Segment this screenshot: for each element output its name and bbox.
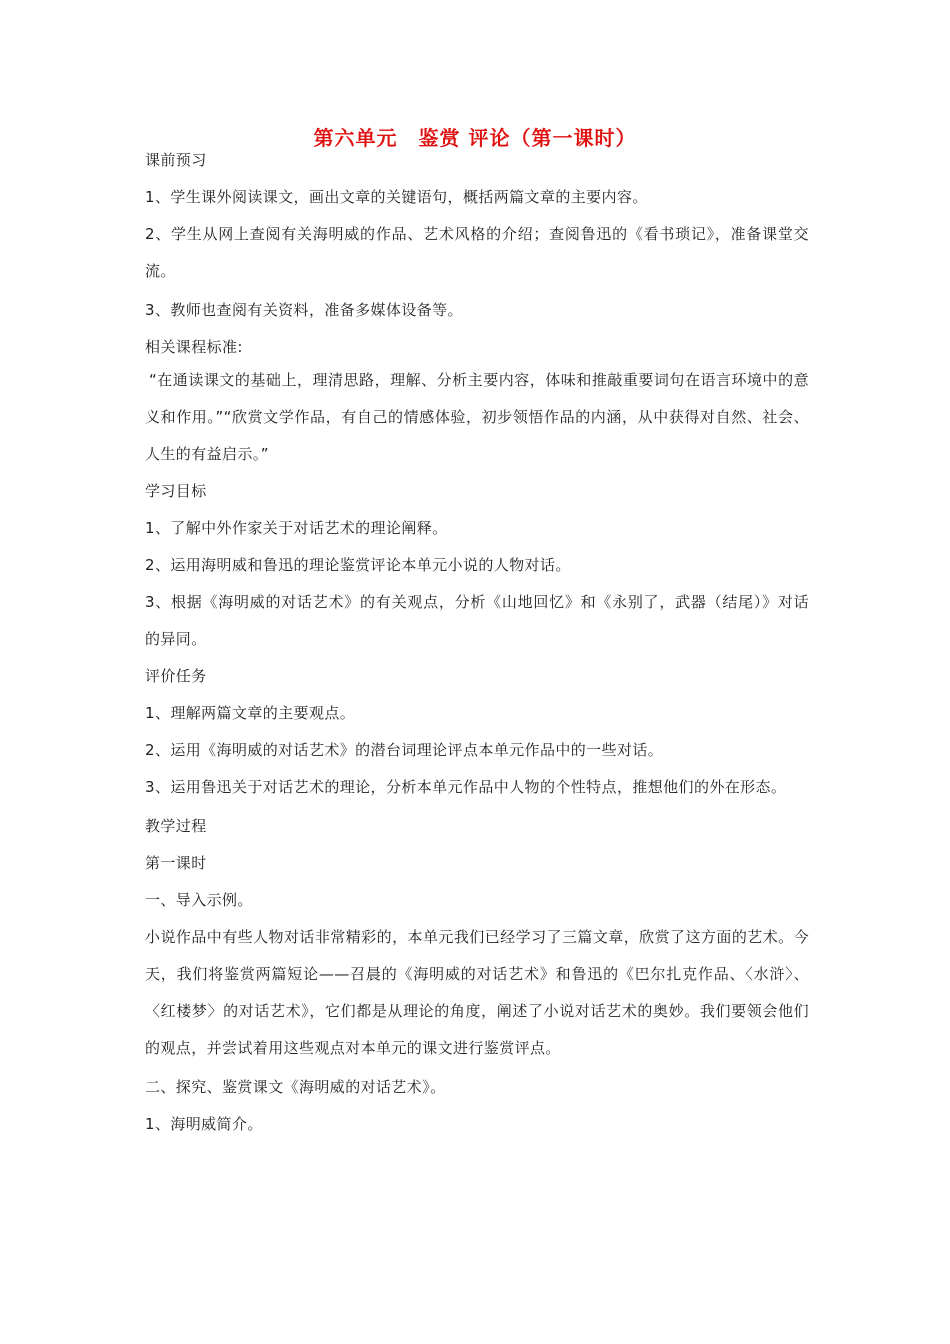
standards-heading: 相关课程标准: — [145, 338, 243, 356]
goals-heading: 学习目标 — [145, 482, 207, 500]
intro-paragraph: 小说作品中有些人物对话非常精彩的，本单元我们已经学习了三篇文章，欣赏了这方面的艺术。今天，我们将鉴赏两篇短论——召晨的《海明威的对话艺术》和鲁迅的《巴尔扎克作品、〈水浒〉、〈红楼梦〉的对话艺术》，它们都是从理论的角度，阐述了小说对话艺术的奥妙。我们要领会他们的观点，并尝试着用这些观点对本单元的课文进行鉴赏评点。 — [145, 928, 809, 1057]
tasks-item-1: 1、理解两篇文章的主要观点。 — [145, 704, 356, 722]
tasks-item-2: 2、运用《海明威的对话艺术》的潜台词理论评点本单元作品中的一些对话。 — [145, 741, 664, 759]
preview-item-1: 1、学生课外阅读课文，画出文章的关键语句，概括两篇文章的主要内容。 — [145, 188, 648, 206]
step-2-heading: 二、探究、鉴赏课文《海明威的对话艺术》。 — [145, 1078, 446, 1096]
goals-item-3: 3、根据《海明威的对话艺术》的有关观点，分析《山地回忆》和《永别了，武器（结尾）》对话的异同。 — [145, 593, 809, 648]
standards-text: “在通读课文的基础上，理清思路，理解、分析主要内容，体味和推敲重要词句在语言环境中的意义和作用。”“欣赏文学作品，有自己的情感体验，初步领悟作品的内涵，从中获得对自然、社会、人生的有益启示。” — [145, 371, 809, 463]
lesson-label: 第一课时 — [145, 854, 207, 872]
page-title: 第六单元 鉴赏 评论（第一课时） — [313, 126, 637, 150]
goals-item-2: 2、运用海明威和鲁迅的理论鉴赏评论本单元小说的人物对话。 — [145, 556, 571, 574]
preview-item-2: 2、学生从网上查阅有关海明威的作品、艺术风格的介绍；查阅鲁迅的《看书琐记》，准备课堂交流。 — [145, 225, 809, 280]
tasks-heading: 评价任务 — [145, 667, 207, 685]
sub-item-1: 1、海明威简介。 — [145, 1115, 263, 1133]
tasks-item-3: 3、运用鲁迅关于对话艺术的理论，分析本单元作品中人物的个性特点，推想他们的外在形态。 — [145, 778, 787, 796]
preview-heading: 课前预习 — [145, 151, 207, 169]
document-body — [145, 148, 809, 1137]
preview-item-3: 3、教师也查阅有关资料，准备多媒体设备等。 — [145, 301, 463, 319]
process-heading: 教学过程 — [145, 817, 207, 835]
step-1-heading: 一、导入示例。 — [145, 891, 253, 909]
goals-item-1: 1、了解中外作家关于对话艺术的理论阐释。 — [145, 519, 448, 537]
